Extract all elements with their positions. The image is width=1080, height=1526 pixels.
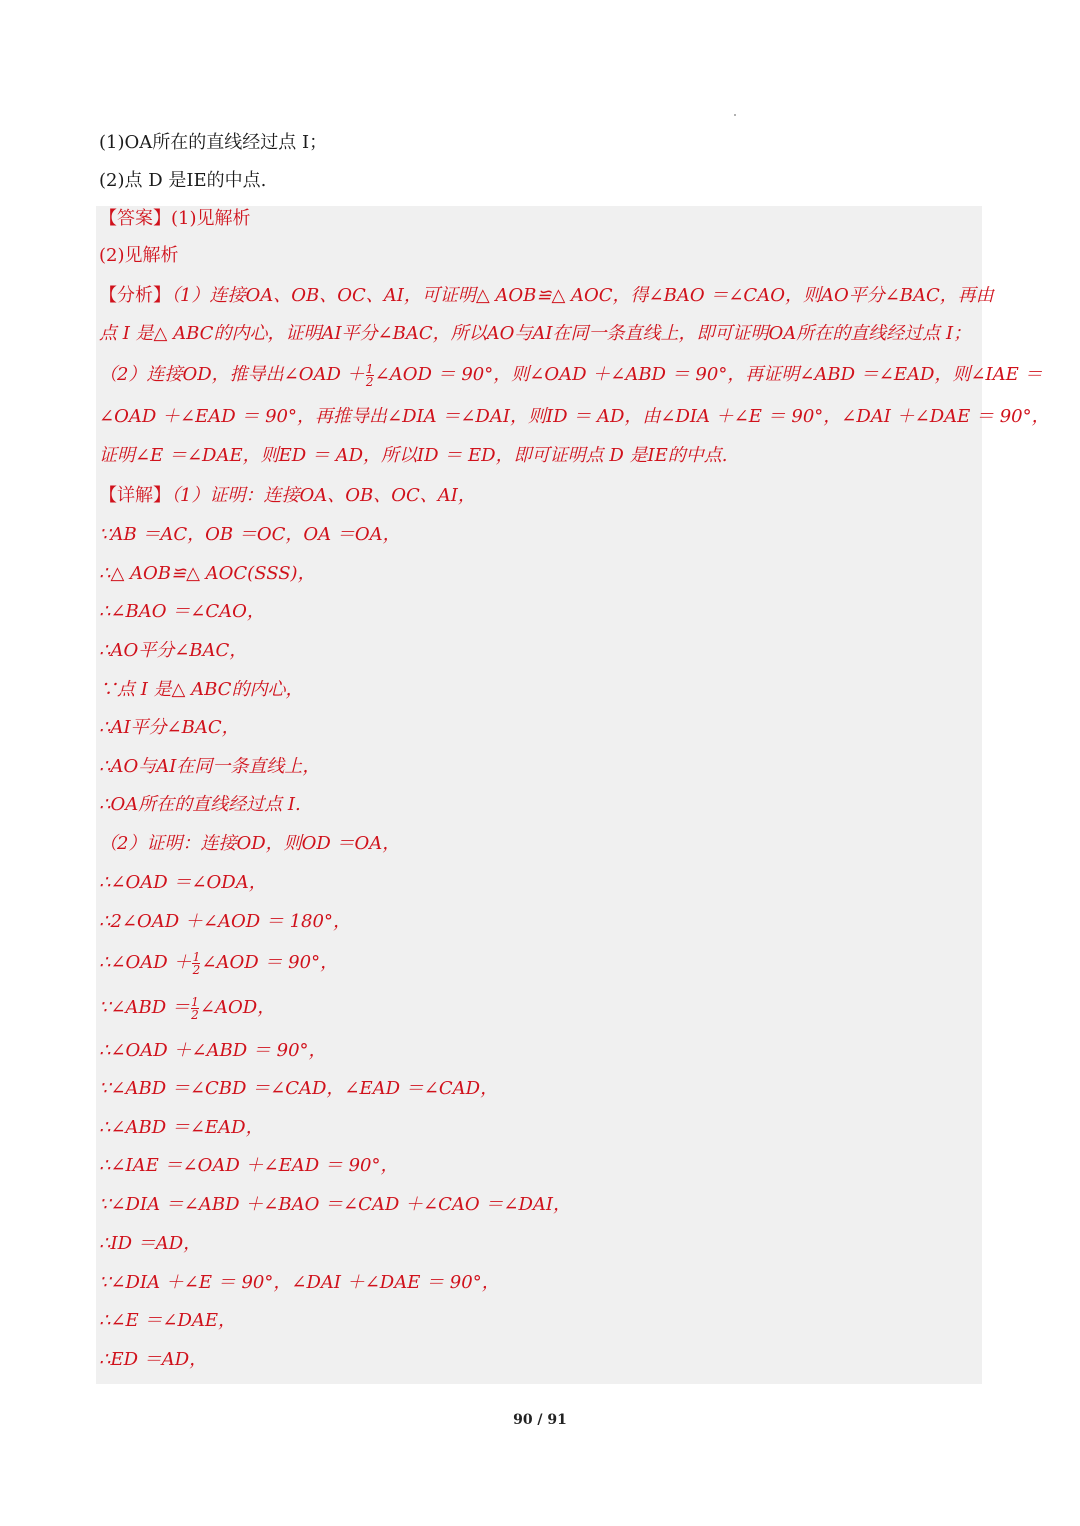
detail-text-13a: ∴∠OAD ＋ — [99, 952, 192, 973]
analysis-text-3a: （2）连接OD，推导出∠OAD ＋ — [99, 364, 365, 385]
detail-line-10: （2）证明：连接OD，则OD ＝OA， — [99, 833, 401, 854]
detail-line-5: ∴AO平分∠BAC， — [99, 640, 248, 661]
fraction-numerator: 1 — [191, 994, 199, 1009]
detail-line-1 — [99, 483, 476, 509]
detail-line-7: ∴AI平分∠BAC， — [99, 717, 240, 738]
detail-line-19: ∵∠DIA ＝∠ABD ＋∠BAO ＝∠CAD ＋∠CAO ＝∠DAI， — [99, 1194, 572, 1215]
detail-text-14b: ∠AOD， — [199, 997, 276, 1018]
page-number: 90 / 91 — [513, 1412, 567, 1428]
analysis-text-1: （1）连接OA、OB、OC、AI，可证明△ AOB≌△ AOC，得∠BAO ＝∠CAO，则AO平分∠BAC，再由 — [171, 285, 994, 306]
answer-line-2: (2)见解析 — [99, 245, 179, 266]
answer-line-1 — [99, 206, 251, 232]
analysis-line-3 — [99, 362, 1043, 388]
detail-line-13 — [99, 950, 338, 976]
detail-text-13b: ∠AOD ＝ 90°， — [201, 952, 339, 973]
question-1: (1)OA所在的直线经过点 I； — [99, 132, 328, 153]
analysis-tag: 【分析】 — [99, 285, 171, 306]
detail-line-15: ∴∠OAD ＋∠ABD ＝ 90°， — [99, 1040, 327, 1061]
detail-line-23: ∴ED ＝AD， — [99, 1349, 208, 1370]
detail-line-8: ∴AO与AI在同一条直线上， — [99, 756, 321, 777]
fraction-half — [191, 996, 199, 1021]
detail-line-2: ∵AB ＝AC，OB ＝OC，OA ＝OA， — [99, 524, 401, 545]
fraction-denominator: 2 — [191, 1007, 199, 1022]
detail-line-4: ∴∠BAO ＝∠CAO， — [99, 601, 265, 622]
detail-line-21: ∵∠DIA ＋∠E ＝ 90°，∠DAI ＋∠DAE ＝ 90°， — [99, 1272, 500, 1293]
detail-line-20: ∴ID ＝AD， — [99, 1233, 202, 1254]
analysis-text-3b: ∠AOD ＝ 90°，则∠OAD ＋∠ABD ＝ 90°，再证明∠ABD ＝∠EAD，则∠IAE ＝ — [374, 364, 1043, 385]
detail-line-11: ∴∠OAD ＝∠ODA， — [99, 872, 267, 893]
fraction-denominator: 2 — [365, 374, 374, 389]
detail-line-22: ∴∠E ＝∠DAE， — [99, 1310, 237, 1331]
detail-line-12: ∴2∠OAD ＋∠AOD ＝ 180°， — [99, 911, 351, 932]
question-2: (2)点 D 是IE的中点. — [99, 170, 267, 191]
detail-line-3: ∴△ AOB≌△ AOC(SSS)， — [99, 563, 316, 584]
scan-dot — [734, 114, 736, 116]
analysis-line-1 — [99, 283, 994, 309]
detail-text-1: （1）证明：连接OA、OB、OC、AI， — [171, 485, 476, 506]
detail-line-9: ∴OA所在的直线经过点 I. — [99, 794, 301, 815]
analysis-line-4: ∠OAD ＋∠EAD ＝ 90°，再推导出∠DIA ＝∠DAI，则ID ＝ AD，由∠DIA ＋∠E ＝ 90°，∠DAI ＋∠DAE ＝ 90°， — [99, 406, 1050, 427]
analysis-line-5: 证明∠E ＝∠DAE，则ED ＝ AD，所以ID ＝ ED，即可证明点 D 是IE的中点. — [99, 445, 728, 466]
detail-line-16: ∵∠ABD ＝∠CBD ＝∠CAD，∠EAD ＝∠CAD， — [99, 1078, 499, 1099]
fraction-denominator: 2 — [192, 962, 201, 977]
fraction-numerator: 1 — [192, 949, 201, 964]
answer-1: (1)见解析 — [171, 208, 251, 229]
detail-tag: 【详解】 — [99, 485, 171, 506]
detail-line-6: ∵点 I 是△ ABC的内心， — [99, 679, 304, 700]
detail-line-18: ∴∠IAE ＝∠OAD ＋∠EAD ＝ 90°， — [99, 1155, 399, 1176]
detail-text-14a: ∵∠ABD ＝ — [99, 997, 190, 1018]
fraction-half — [366, 363, 374, 388]
fraction-numerator: 1 — [365, 361, 374, 376]
answer-tag: 【答案】 — [99, 208, 171, 229]
detail-line-14 — [99, 995, 275, 1021]
detail-line-17: ∴∠ABD ＝∠EAD， — [99, 1117, 264, 1138]
fraction-half — [192, 951, 200, 976]
analysis-line-2: 点 I 是△ ABC的内心，证明AI平分∠BAC，所以AO与AI在同一条直线上，即可证明OA所在的直线经过点 I； — [99, 323, 972, 344]
